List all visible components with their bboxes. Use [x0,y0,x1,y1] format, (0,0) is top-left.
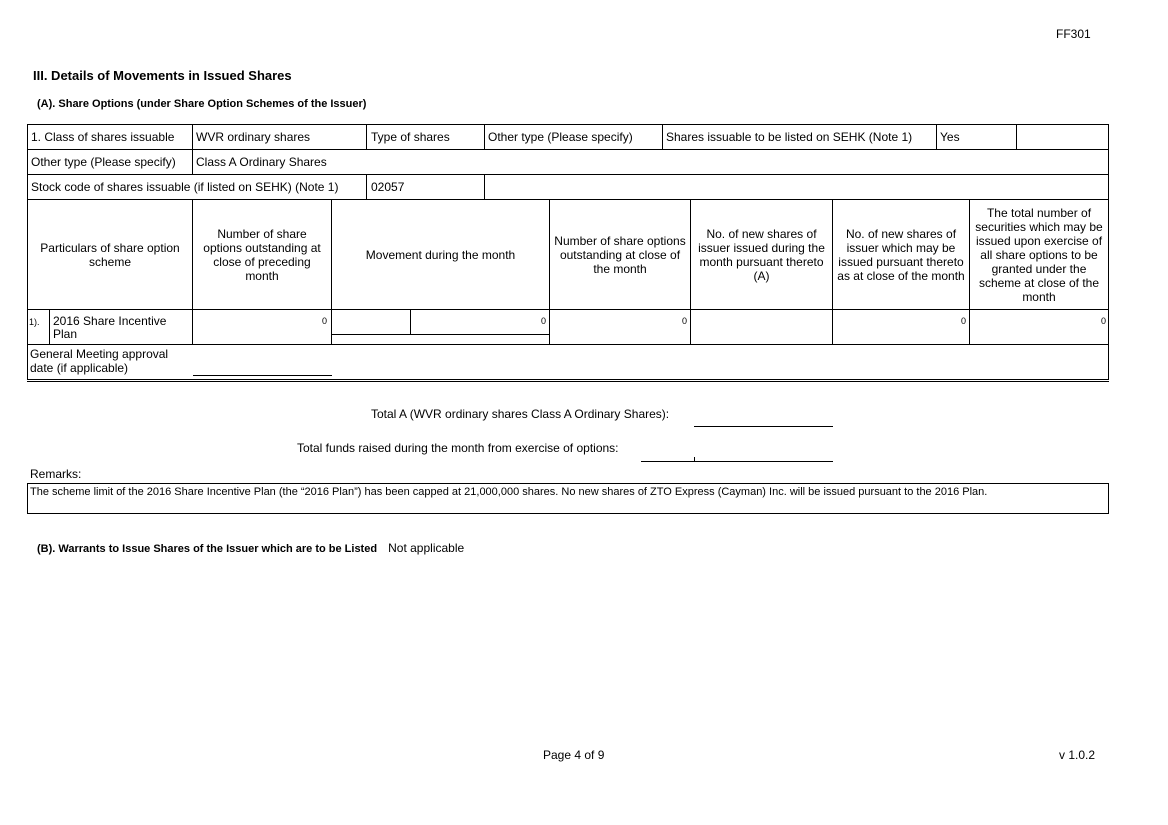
listed-on-sehk-label: Shares issuable to be listed on SEHK (Note 1) [666,130,913,144]
remarks-text: The scheme limit of the 2016 Share Incentive Plan (the “2016 Plan”) has been capped at 21,000,000 shares. No new shares of ZTO Express (Cayman) Inc. will be issued pursuant to the 2016 Plan. [27,483,1109,514]
header-new-shares-may-issue: No. of new shares of issuer which may be issued pursuant thereto as at close of the month [837,227,965,283]
stock-code-value: 02057 [371,180,405,194]
class-of-shares-label: 1. Class of shares issuable [31,130,175,144]
scheme-movement: 0 [540,316,546,326]
scheme-total-securities: 0 [1100,316,1106,326]
form-code: FF301 [1056,27,1091,41]
class-of-shares-value: WVR ordinary shares [196,130,311,144]
scheme-name: 2016 Share Incentive Plan [53,314,167,341]
subsection-b-value: Not applicable [388,541,465,555]
header-movement: Movement during the month [365,248,516,262]
remarks-label: Remarks: [30,467,82,481]
page-number: Page 4 of 9 [543,748,605,762]
header-new-shares-issued: No. of new shares of issuer issued during the month pursuant thereto (A) [698,227,825,283]
scheme-index: 1). [29,317,40,327]
header-outstanding-close: Number of share options outstanding at close of the month [554,234,686,276]
total-funds-label: Total funds raised during the month from exercise of options: [297,441,619,455]
header-total-securities: The total number of securities which may be issued upon exercise of all share options to be granted under the scheme at close of the month [975,206,1103,304]
scheme-outstanding-close: 0 [681,316,687,326]
total-funds-field [641,461,833,462]
listed-on-sehk-value: Yes [940,130,960,144]
header-outstanding-preceding: Number of share options outstanding at close of preceding month [203,227,321,283]
total-a-field [694,426,833,427]
type-of-shares-value: Other type (Please specify) [488,130,633,144]
other-type-label: Other type (Please specify) [31,155,176,169]
header-particulars: Particulars of share option scheme [40,241,180,269]
subsection-a-title: (A). Share Options (under Share Option Schemes of the Issuer) [37,98,367,110]
general-meeting-label: General Meeting approval date (if applicable) [30,347,169,375]
total-a-label: Total A (WVR ordinary shares Class A Ordinary Shares): [371,407,670,421]
other-type-value: Class A Ordinary Shares [196,155,327,169]
subsection-b [37,541,464,555]
scheme-outstanding-preceding: 0 [321,316,327,326]
subsection-b-title: (B). Warrants to Issue Shares of the Issuer which are to be Listed [37,543,378,555]
scheme-new-shares-may-issue: 0 [960,316,966,326]
stock-code-label: Stock code of shares issuable (if listed on SEHK) (Note 1) [31,180,339,194]
section-title: III. Details of Movements in Issued Shares [33,68,292,83]
row-other-type [27,149,1109,175]
version: v 1.0.2 [1059,748,1096,762]
general-meeting-date-field [193,375,332,376]
type-of-shares-label: Type of shares [371,130,450,144]
